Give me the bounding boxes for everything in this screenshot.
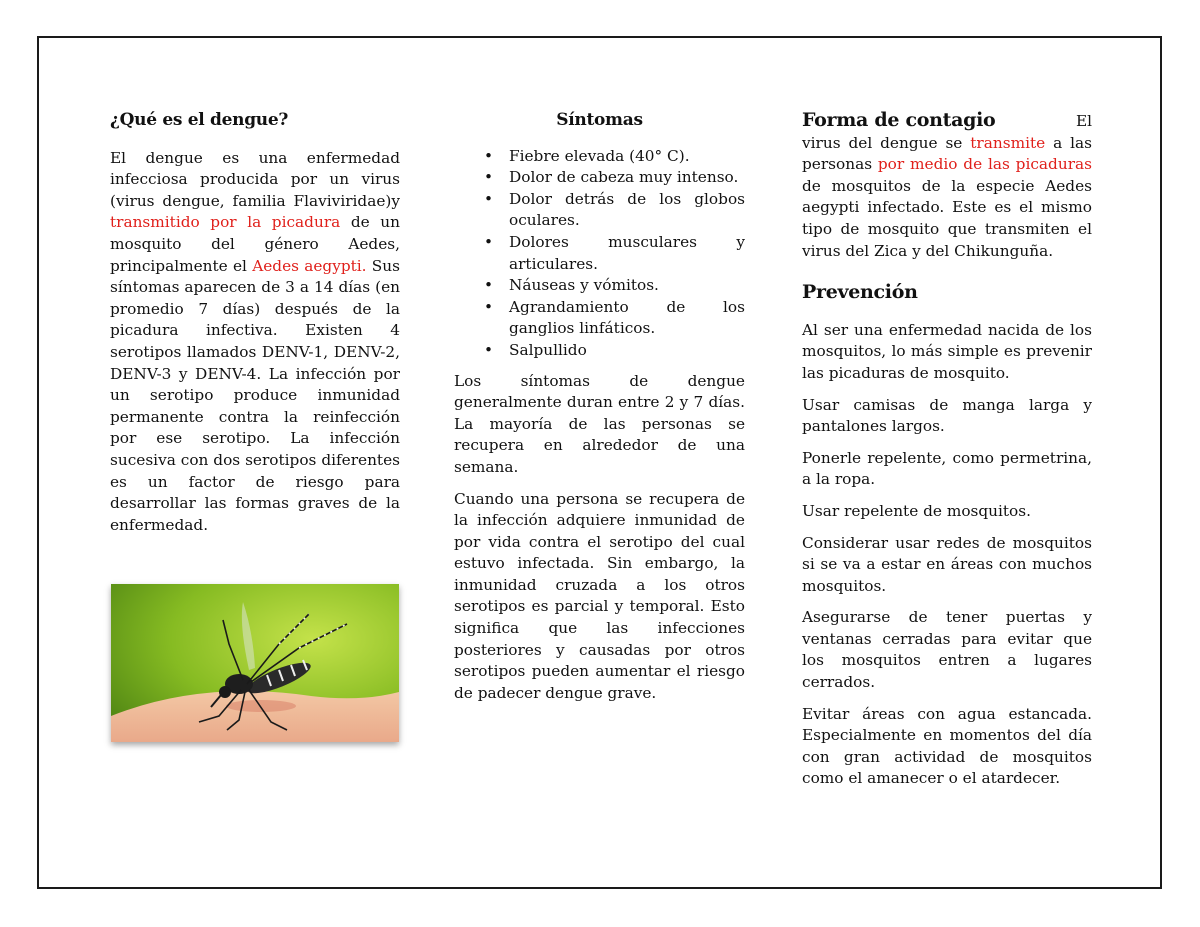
heading-what-is-dengue: ¿Qué es el dengue? (110, 110, 289, 130)
prevention-item: Asegurarse de tener puertas y ventanas cerradas para evitar que los mosquitos entren a lugares cerrados. (802, 608, 1092, 692)
highlight-bites: por medio de las picaduras (877, 155, 1092, 174)
mosquito-photo (111, 584, 399, 742)
symptom-item: • Agrandamiento de los ganglios linfáticos. (454, 297, 745, 340)
column-symptoms (454, 110, 745, 704)
heading-prevention: Prevención (802, 281, 918, 304)
symptom-item: • Dolor detrás de los globos oculares. (454, 189, 745, 232)
highlight-transmite: transmite (970, 133, 1046, 152)
column-contagion-prevention (802, 110, 1092, 790)
contagion-heading-line (802, 110, 1092, 133)
immunity-paragraph: Cuando una persona se recupera de la infección adquiere inmunidad de por vida contra el serotipo del cual estuvo infectada. Sin embargo, la inmunidad cruzada a los otros serotipos es parcial y temporal. Esto significa que las infecciones posteriores y causadas por otros serotipos pueden aumentar el riesgo de padecer dengue grave. (454, 489, 745, 702)
highlight-aedes: Aedes aegypti. (252, 256, 367, 275)
prevention-item: Evitar áreas con agua estancada. Especialmente en momentos del día con gran actividad de mosquitos como el amanecer o el atardecer. (802, 704, 1092, 788)
text-segment: a las personas (802, 133, 1092, 174)
symptom-item: • Fiebre elevada (40° C). (454, 146, 745, 168)
text-segment: de mosquitos de la especie Aedes aegypti infectado. Este es el mismo tipo de mosquito que transmiten el virus del Zica y del Chikunguña. (802, 176, 1092, 260)
highlight-transmission: transmitido por la picadura (110, 213, 341, 232)
symptom-item: • Dolor de cabeza muy intenso. (454, 167, 745, 189)
text-segment: virus del dengue se (802, 133, 971, 152)
text-segment: El dengue es una enfermedad infecciosa producida por un virus (virus dengue, familia Flaviviridae)y (110, 148, 400, 210)
prevention-item: Considerar usar redes de mosquitos si se va a estar en áreas con muchos mosquitos. (802, 533, 1092, 595)
contagion-lead-word: El (1075, 112, 1092, 130)
text-segment: Sus síntomas aparecen de 3 a 14 días (en promedio 7 días) después de la picadura infectiva. Existen 4 serotipos llamados DENV-1, DENV-2, DENV-3 y DENV-4. La infección por un serotipo produce inmunidad permanente contra la reinfección por ese serotipo. La infección sucesiva con dos serotipos diferentes es un factor de riesgo para desarrollar las formas graves de la enfermedad. (110, 256, 400, 534)
heading-contagion: Forma de contagio (802, 109, 996, 131)
text-segment: de un mosquito del género Aedes, principalmente el (110, 213, 400, 275)
symptoms-list (454, 146, 745, 362)
symptom-item: • Salpullido (454, 340, 745, 362)
prevention-item: Usar repelente de mosquitos. (802, 501, 1031, 520)
symptom-item: • Náuseas y vómitos. (454, 275, 745, 297)
symptoms-duration-paragraph: Los síntomas de dengue generalmente duran entre 2 y 7 días. La mayoría de las personas se recupera en alrededor de una semana. (454, 371, 745, 476)
prevention-item: Ponerle repelente, como permetrina, a la ropa. (802, 448, 1092, 489)
dengue-description (110, 148, 400, 537)
prevention-item: Al ser una enfermedad nacida de los mosquitos, lo más simple es prevenir las picaduras de mosquito. (802, 320, 1092, 382)
symptom-item: • Dolores musculares y articulares. (454, 232, 745, 275)
heading-symptoms: Síntomas (556, 110, 643, 130)
prevention-item: Usar camisas de manga larga y pantalones largos. (802, 395, 1092, 436)
contagion-paragraph (802, 133, 1092, 263)
column-what-is-dengue (110, 110, 400, 536)
